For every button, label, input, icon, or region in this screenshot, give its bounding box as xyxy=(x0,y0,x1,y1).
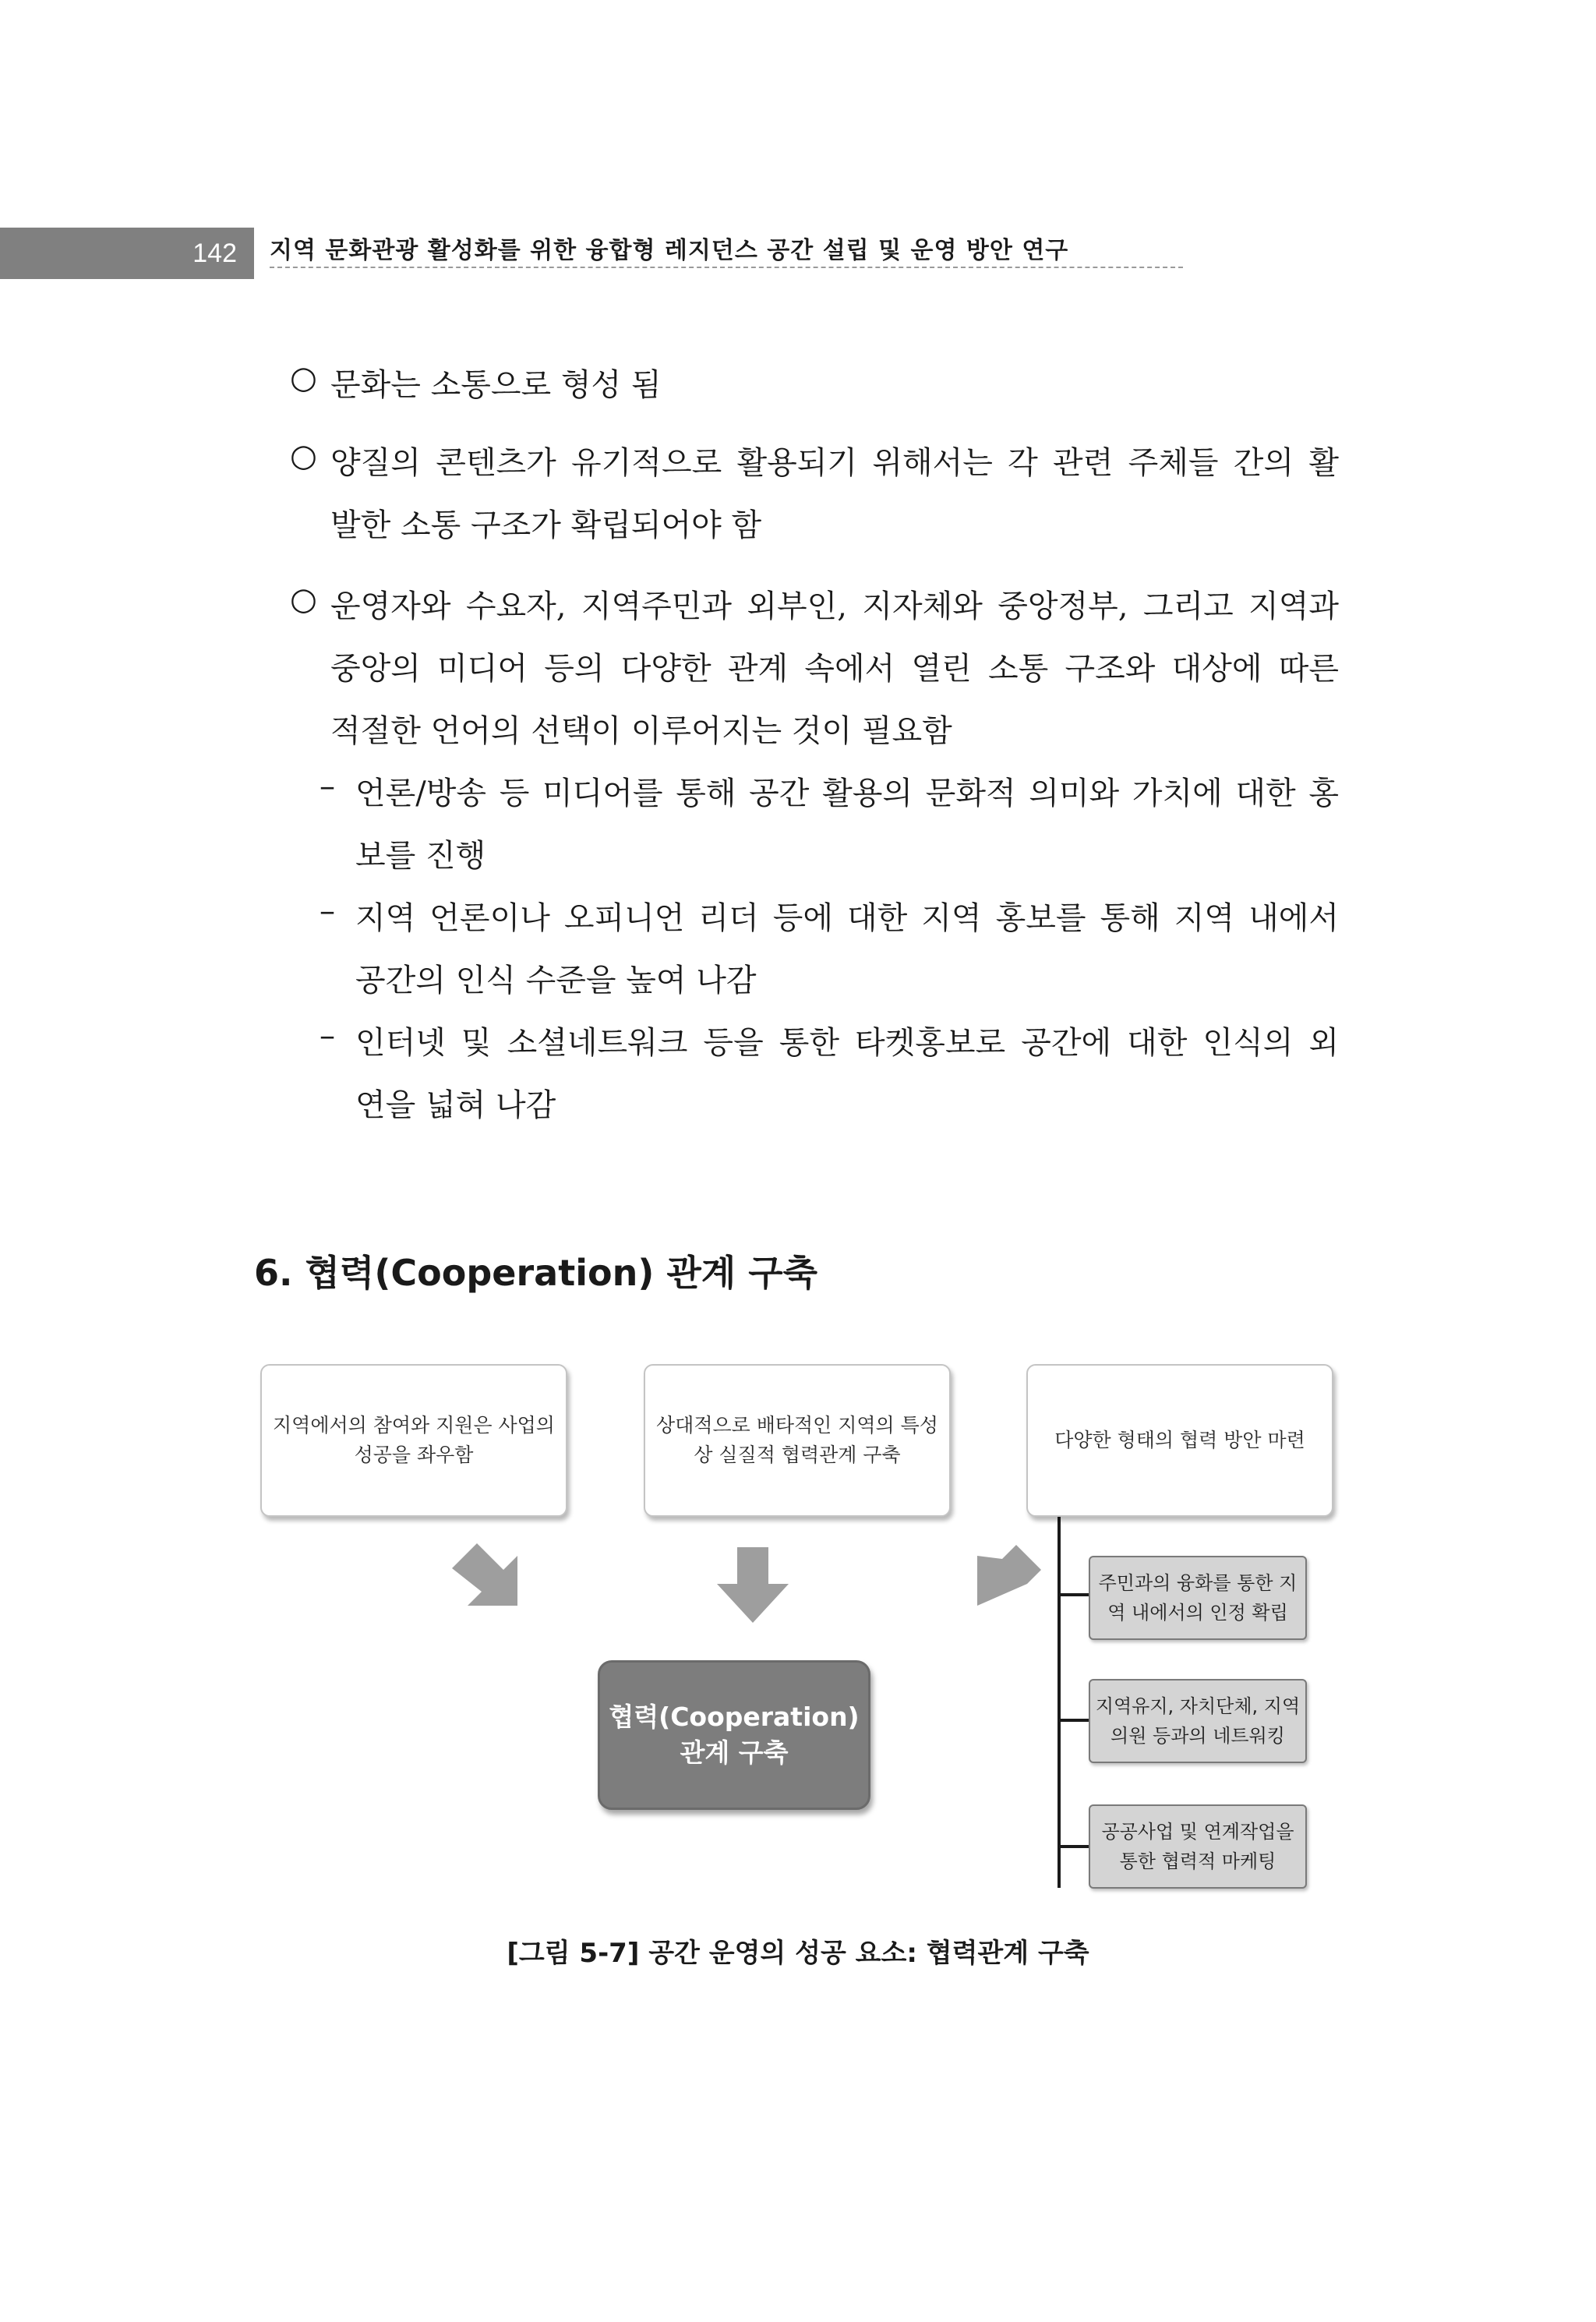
sub-bullet-marker: – xyxy=(320,893,335,929)
diagram-sub-box-resident xyxy=(1089,1556,1307,1640)
bullet-line: 문화는 소통으로 형성 됨 xyxy=(330,367,662,403)
figure-caption: [그림 5-7] 공간 운영의 성공 요소: 협력관계 구축 xyxy=(507,1938,1089,1969)
diagram-box-participation xyxy=(260,1364,567,1517)
bullet-line: 발한 소통 구조가 확립되어야 함 xyxy=(330,507,762,543)
center-line: 협력(Cooperation) xyxy=(609,1702,860,1732)
bullet-line: 양질의 콘텐츠가 유기적으로 활용되기 위해서는 각 관련 주체들 간의 활 xyxy=(330,445,1339,481)
section-heading: 6. 협력(Cooperation) 관계 구축 xyxy=(254,1252,818,1294)
diagram-box-cooperation-basis xyxy=(644,1364,951,1517)
sub-box-line: 공공사업 및 연계작업을 xyxy=(1101,1821,1294,1843)
diagram-box-methods xyxy=(1026,1364,1333,1517)
sub-bullet-line: 인터넷 및 소셜네트워크 등을 통한 타켓홍보로 공간에 대한 인식의 외 xyxy=(355,1025,1339,1061)
sub-bullet-line: 지역 언론이나 오피니언 리더 등에 대한 지역 홍보를 통해 지역 내에서 xyxy=(355,900,1339,936)
diagram-sub-box-marketing xyxy=(1089,1804,1307,1889)
arrow-down-left-icon xyxy=(977,1545,1041,1606)
sub-box-line: 역 내에서의 인정 확립 xyxy=(1107,1602,1288,1624)
sub-box-line: 지역유지, 자치단체, 지역 xyxy=(1095,1695,1301,1717)
sub-bullet-line: 연을 넓혀 나감 xyxy=(355,1087,556,1123)
sub-bullet-marker: – xyxy=(320,1018,335,1054)
bullet-marker: ○ xyxy=(290,360,317,396)
page-number: 142 xyxy=(192,238,237,268)
box-line: 지역에서의 참여와 지원은 사업의 xyxy=(273,1414,555,1437)
bullet-line: 적절한 언어의 선택이 이루어지는 것이 필요함 xyxy=(330,713,952,749)
box-line: 상 실질적 협력관계 구축 xyxy=(694,1444,901,1466)
arrow-down-icon xyxy=(717,1547,789,1623)
sub-box-line: 주민과의 융화를 통한 지 xyxy=(1098,1572,1298,1594)
sub-bullet-line: 언론/방송 등 미디어를 통해 공간 활용의 문화적 의미와 가치에 대한 홍 xyxy=(355,776,1339,811)
bullet-marker: ○ xyxy=(290,438,317,474)
center-line: 관계 구축 xyxy=(680,1737,789,1768)
sub-box-line: 의원 등과의 네트워킹 xyxy=(1110,1725,1285,1747)
sub-bullet-line: 공간의 인식 수준을 높여 나감 xyxy=(355,963,757,998)
box-line: 성공을 좌우함 xyxy=(354,1444,474,1466)
sub-bullet-marker: – xyxy=(320,769,335,804)
box-line: 다양한 형태의 협력 방안 마련 xyxy=(1054,1429,1305,1451)
running-title: 지역 문화관광 활성화를 위한 융합형 레지던스 공간 설립 및 운영 방안 연구 xyxy=(270,237,1069,264)
bullet-line: 중앙의 미디어 등의 다양한 관계 속에서 열린 소통 구조와 대상에 따른 xyxy=(330,651,1339,687)
sub-bullet-line: 보를 진행 xyxy=(355,838,486,874)
arrow-down-right-icon xyxy=(452,1543,517,1606)
bullet-line: 운영자와 수요자, 지역주민과 외부인, 지자체와 중앙정부, 그리고 지역과 xyxy=(330,588,1339,624)
bullet-marker: ○ xyxy=(290,581,317,617)
diagram-center-box xyxy=(598,1660,870,1810)
diagram-sub-box-networking xyxy=(1089,1679,1307,1763)
sub-box-line: 통한 협력적 마케팅 xyxy=(1119,1850,1276,1872)
box-line: 상대적으로 배타적인 지역의 특성 xyxy=(656,1414,938,1437)
